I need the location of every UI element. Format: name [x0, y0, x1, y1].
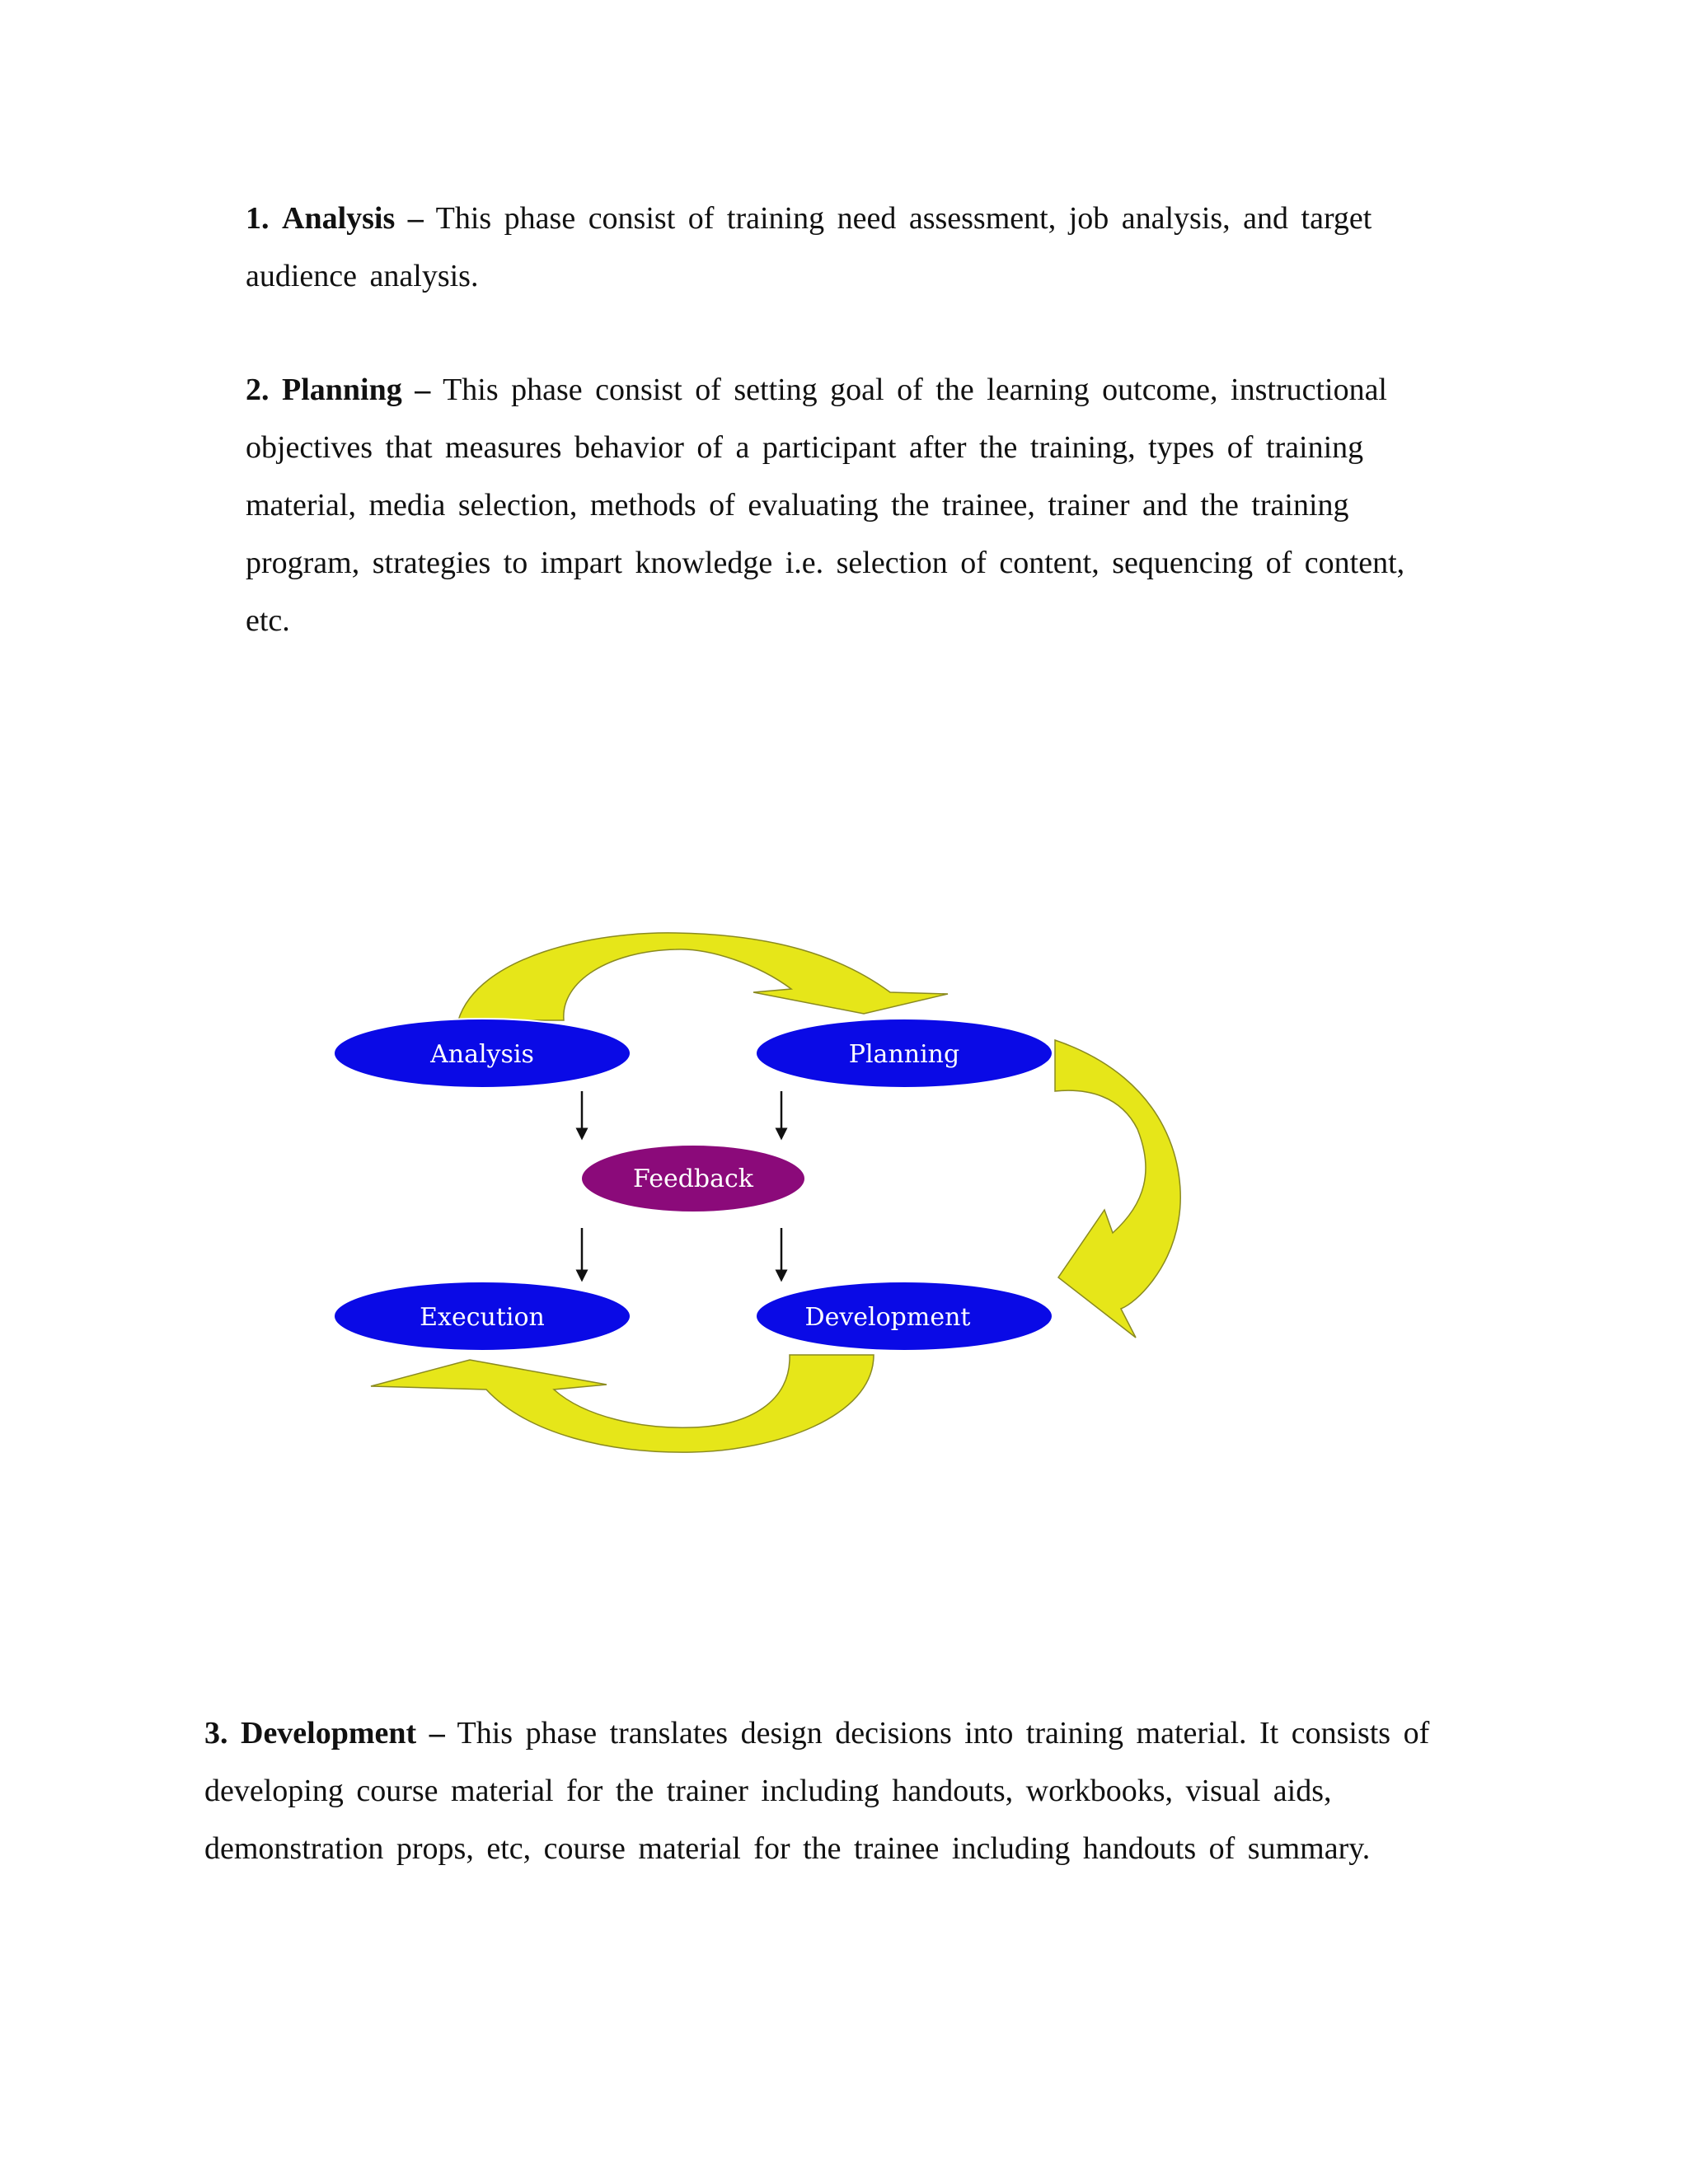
item-dash: – — [407, 201, 424, 236]
item-heading: Analysis — [282, 201, 396, 236]
item-text: This phase consist of training need assessment, job analysis, and target audience analysis. — [246, 201, 1372, 293]
node-label-analysis: Analysis — [430, 1040, 534, 1069]
paragraph-planning — [246, 361, 1416, 649]
item-text: This phase consist of setting goal of the learning outcome, instructional objectives that measures behavior of a participant after the training, types of training material, media selection, methods of evaluating the trainee, trainer and the training program, strategies to impart knowledge i.e. selection of content, sequencing of content, etc. — [246, 373, 1405, 638]
item-number: 1. — [246, 201, 270, 236]
item-number: 3. — [204, 1716, 228, 1750]
node-planning — [756, 1019, 1053, 1088]
item-dash: – — [429, 1716, 445, 1750]
node-analysis — [334, 1019, 631, 1088]
paragraph-analysis — [246, 190, 1416, 305]
node-label-feedback: Feedback — [633, 1165, 753, 1193]
item-text: This phase translates design decisions into training material. It consists of developing course material for the trainer including handouts, workbooks, visual aids, demonstration props, etc, course material for the trainee including handouts of summary. — [204, 1716, 1430, 1866]
node-execution — [334, 1282, 631, 1351]
cycle-arrow-right — [1055, 1040, 1180, 1338]
cycle-arrow-bottom — [371, 1355, 874, 1452]
node-label-development: Development — [804, 1303, 971, 1332]
diagram-svg — [313, 923, 1220, 1500]
training-cycle-diagram — [313, 923, 1220, 1500]
item-heading: Planning — [282, 373, 402, 407]
node-label-planning: Planning — [848, 1040, 960, 1069]
node-development — [756, 1282, 1053, 1351]
cycle-arrow-top — [458, 933, 948, 1020]
paragraph-development — [204, 1704, 1457, 1877]
node-feedback — [581, 1145, 805, 1212]
node-label-execution: Execution — [420, 1303, 545, 1332]
item-heading: Development — [241, 1716, 417, 1750]
item-dash: – — [415, 373, 431, 407]
item-number: 2. — [246, 373, 270, 407]
